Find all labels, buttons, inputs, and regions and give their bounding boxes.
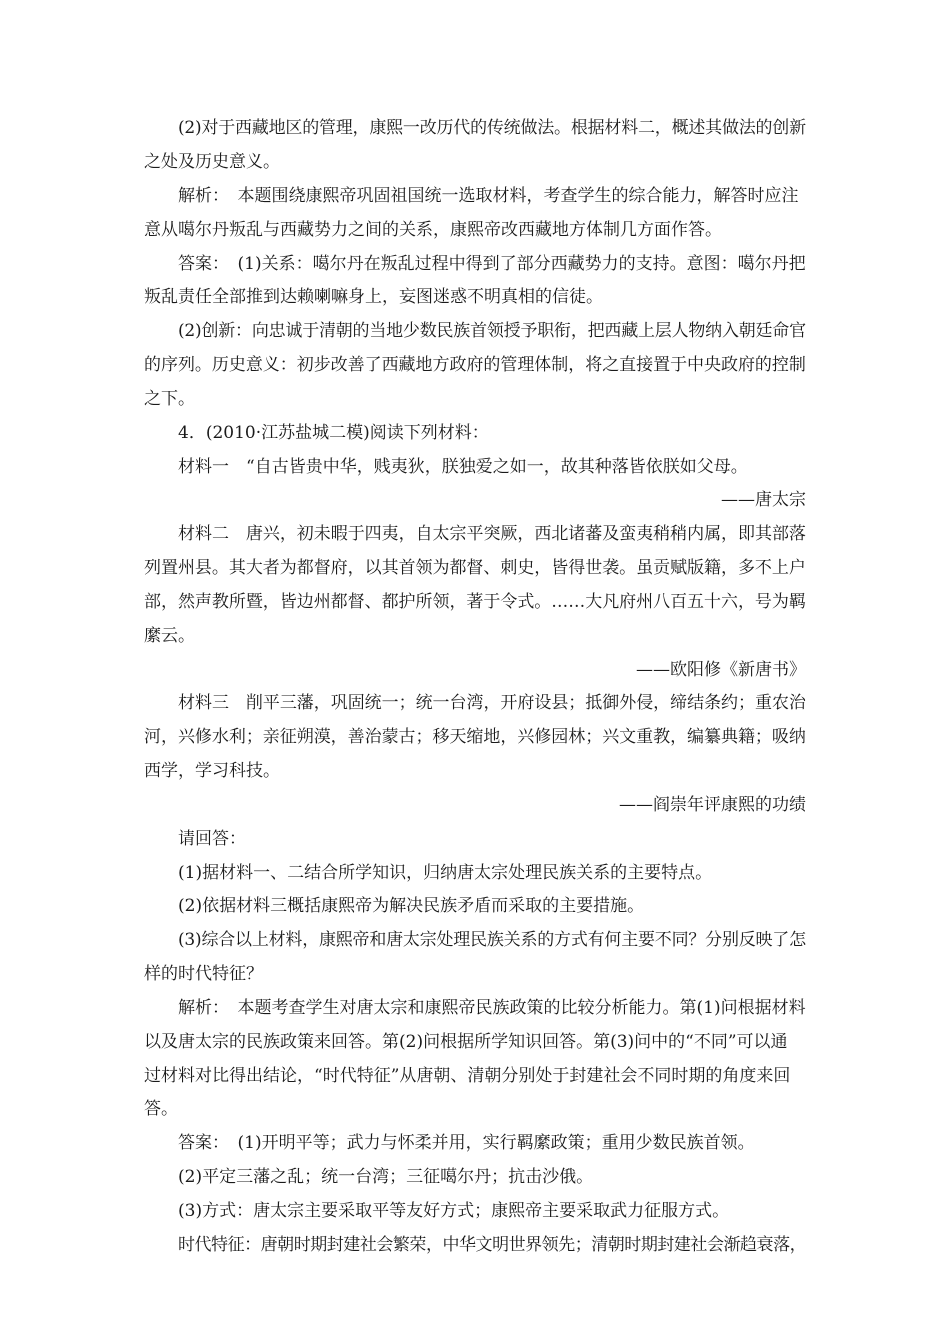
text-line: 样的时代特征？	[144, 964, 263, 984]
attribution: ——阎崇年评康熙的功绩	[619, 795, 806, 815]
text-line: 以及唐太宗的民族政策来回答。第(2)问根据所学知识回答。第(3)问中的“不同”可以通	[144, 1032, 788, 1052]
text-line: 材料一 “自古皆贵中华，贱夷狄，朕独爱之如一，故其种落皆依朕如父母。	[178, 457, 748, 477]
text-line: (2)依据材料三概括康熙帝为解决民族矛盾而采取的主要措施。	[178, 896, 645, 916]
text-line: 叛乱责任全部推到达赖喇嘛身上，妄图迷惑不明真相的信徒。	[144, 287, 603, 307]
text-line: 答案： (1)关系：噶尔丹在叛乱过程中得到了部分西藏势力的支持。意图：噶尔丹把	[178, 254, 806, 274]
attribution: ——欧阳修《新唐书》	[636, 660, 806, 680]
text-line: 解析： 本题围绕康熙帝巩固祖国统一选取材料，考查学生的综合能力，解答时应注	[178, 186, 799, 206]
attribution: ——唐太宗	[721, 490, 806, 510]
text-line: 河，兴修水利；亲征朔漠，善治蒙古；移天缩地，兴修园林；兴文重教，编纂典籍；吸纳	[144, 727, 806, 747]
text-line: (2)对于西藏地区的管理，康熙一改历代的传统做法。根据材料二，概述其做法的创新	[178, 118, 806, 138]
text-line: (1)据材料一、二结合所学知识，归纳唐太宗处理民族关系的主要特点。	[178, 863, 713, 883]
text-line: 答。	[144, 1099, 178, 1119]
text-line: 之下。	[144, 389, 195, 409]
text-line: 答案： (1)开明平等；武力与怀柔并用，实行羁縻政策；重用少数民族首领。	[178, 1133, 755, 1153]
text-line: 西学，学习科技。	[144, 761, 280, 781]
text-line: 列置州县。其大者为都督府，以其首领为都督、刺史，皆得世袭。虽贡赋版籍，多不上户	[144, 558, 806, 578]
text-line: 之处及历史意义。	[144, 152, 280, 172]
text-line: (3)方式：唐太宗主要采取平等友好方式；康熙帝主要采取武力征服方式。	[178, 1201, 730, 1221]
text-line: 材料二 唐兴，初未暇于四夷，自太宗平突厥，西北诸蕃及蛮夷稍稍内属，即其部落	[178, 524, 806, 544]
text-line: 材料三 削平三藩，巩固统一；统一台湾，开府设县；抵御外侵，缔结条约；重农治	[178, 693, 806, 713]
text-line: 部，然声教所暨，皆边州都督、都护所领，著于令式。……大凡府州八百五十六，号为羁	[144, 592, 806, 612]
text-line: (2)创新：向忠诚于清朝的当地少数民族首领授予职衔，把西藏上层人物纳入朝廷命官	[178, 321, 806, 341]
text-line: 意从噶尔丹叛乱与西藏势力之间的关系，康熙帝改西藏地方体制几方面作答。	[144, 220, 722, 240]
text-line: 解析： 本题考查学生对唐太宗和康熙帝民族政策的比较分析能力。第(1)问根据材料	[178, 998, 806, 1018]
text-line: 过材料对比得出结论，“时代特征”从唐朝、清朝分别处于封建社会不同时期的角度来回	[144, 1066, 791, 1086]
text-line: 縻云。	[144, 626, 195, 646]
text-line: (3)综合以上材料，康熙帝和唐太宗处理民族关系的方式有何主要不同？分别反映了怎	[178, 930, 806, 950]
text-line: 的序列。历史意义：初步改善了西藏地方政府的管理体制，将之直接置于中央政府的控制	[144, 355, 806, 375]
question-heading: 4．(2010·江苏盐城二模)阅读下列材料：	[178, 423, 489, 443]
text-line: 请回答：	[178, 829, 246, 849]
text-line: (2)平定三藩之乱；统一台湾；三征噶尔丹；抗击沙俄。	[178, 1167, 594, 1187]
text-line: 时代特征：唐朝时期封建社会繁荣，中华文明世界领先；清朝时期封建社会渐趋衰落，	[178, 1235, 807, 1255]
